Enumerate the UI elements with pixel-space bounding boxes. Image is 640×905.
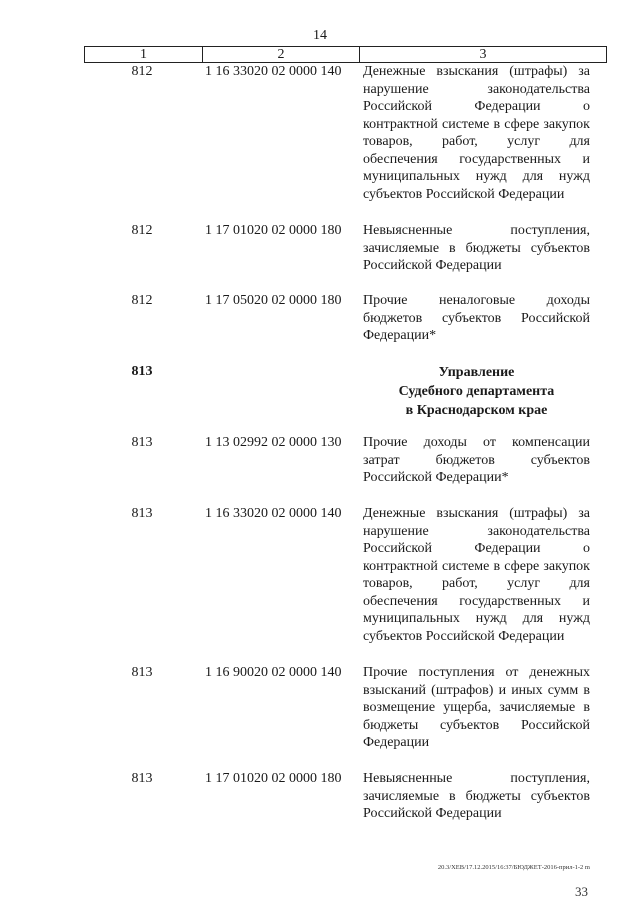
income-name: Денежные взыскания (штрафы) за нарушение законодательства Российской Федерации о контрактной системе в сфере закупок товаров, работ, услуг для обеспечения государственных и муниципальных нужд для нужд субъектов Российской Федерации [363,64,590,202]
page-number: 14 [313,28,327,43]
footer-page-mark: 33 [575,884,588,899]
kbk-code: 1 17 01020 02 0000 180 [205,223,342,238]
admin-code: 813 [131,506,153,521]
admin-code: 813 [131,364,153,379]
income-name: Невыясненные поступления, зачисляемые в бюджеты субъектов Российской Федерации [363,771,590,821]
income-name: Прочие неналоговые доходы бюджетов субъектов Российской Федерации* [363,293,590,343]
kbk-code: 1 17 05020 02 0000 180 [205,293,342,308]
admin-code: 812 [131,64,153,79]
income-name: Прочие поступления от денежных взысканий (штрафов) и иных сумм в возмещение ущерба, зачисляемые в бюджеты субъектов Российской Федерации [363,665,590,750]
department-title-line: Управление [438,365,515,380]
kbk-code: 1 13 02992 02 0000 130 [205,435,342,450]
kbk-code: 1 16 33020 02 0000 140 [205,506,342,521]
income-name: Невыясненные поступления, зачисляемые в бюджеты субъектов Российской Федерации [363,223,590,273]
admin-code: 813 [131,771,153,786]
column-header-table [84,46,607,63]
admin-code: 812 [131,223,153,238]
admin-code: 812 [131,293,153,308]
document-stamp: 20.3/ХЕВ/17.12.2015/16:37/БЮДЖЕТ-2016-прил-1-2 m [437,864,590,871]
column-header-2: 2 [203,47,360,63]
admin-code: 813 [131,665,153,680]
department-title-line: Судебного департамента [398,384,555,399]
income-name: Денежные взыскания (штрафы) за нарушение законодательства Российской Федерации о контрактной системе в сфере закупок товаров, работ, услуг для обеспечения государственных и муниципальных нужд для нужд субъектов Российской Федерации [363,506,590,644]
department-title [363,363,590,420]
kbk-code: 1 16 90020 02 0000 140 [205,665,342,680]
admin-code: 813 [131,435,153,450]
column-header-3: 3 [360,47,607,63]
column-header-1: 1 [85,47,203,63]
kbk-code: 1 16 33020 02 0000 140 [205,64,342,79]
income-name: Прочие доходы от компенсации затрат бюджетов субъектов Российской Федерации* [363,435,590,485]
kbk-code: 1 17 01020 02 0000 180 [205,771,342,786]
department-title-line: в Краснодарском крае [405,403,548,418]
